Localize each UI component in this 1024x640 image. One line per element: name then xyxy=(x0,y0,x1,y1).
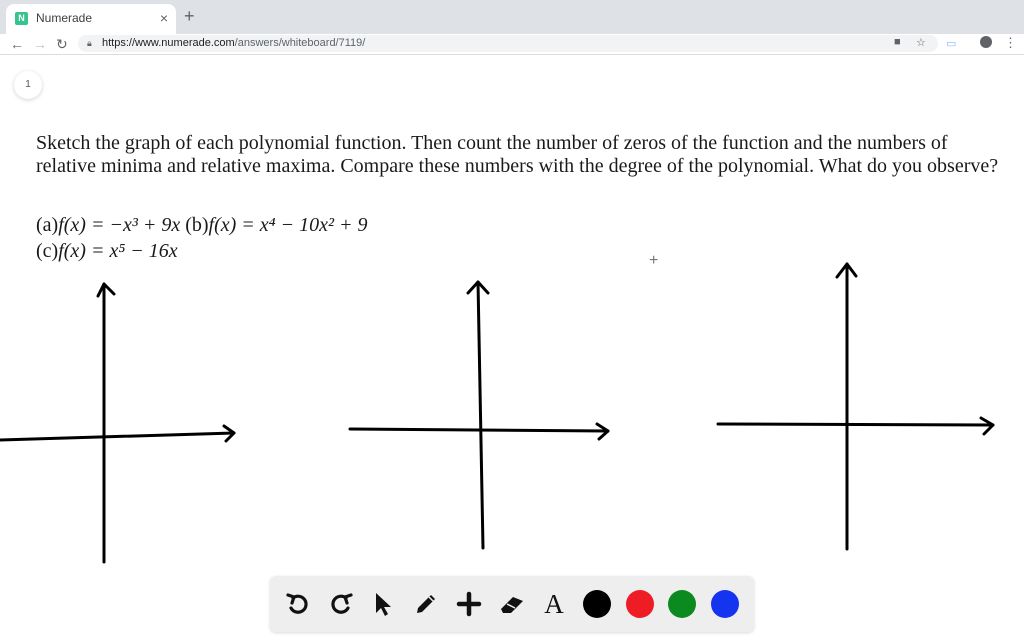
x-axis-b xyxy=(350,429,608,431)
bookmark-star-icon[interactable]: ☆ xyxy=(916,37,926,49)
forward-icon[interactable]: → xyxy=(33,36,47,52)
question-text: Sketch the graph of each polynomial function. Then count the number of zeros of the function and the numbers of relative minima and relative maxima. Compare these numbers with the degree of the polynomial. What do you observe? xyxy=(36,132,999,177)
text-icon[interactable]: A xyxy=(544,588,564,619)
color-green-swatch[interactable] xyxy=(668,590,696,618)
x-axis-a xyxy=(0,433,234,440)
url-origin: https://www.numerade.com xyxy=(102,37,235,49)
part-c-function: f(x) = x⁵ − 16x xyxy=(58,240,178,262)
axes-sketch-b xyxy=(350,282,608,548)
part-a-function: f(x) = −x³ + 9x xyxy=(58,214,181,236)
cast-icon[interactable]: ▭ xyxy=(946,38,957,50)
camera-icon[interactable]: ■ xyxy=(894,36,901,48)
menu-dots-icon[interactable]: ⋮ xyxy=(1004,35,1017,50)
add-icon[interactable] xyxy=(455,590,483,618)
y-arrowhead-a xyxy=(98,284,114,296)
redo-icon[interactable] xyxy=(327,590,355,618)
part-b-function: f(x) = x⁴ − 10x² + 9 xyxy=(208,214,368,236)
lock-icon: 🔒︎ xyxy=(87,38,92,48)
new-tab-icon[interactable]: + xyxy=(184,6,195,26)
numerade-favicon-icon: N xyxy=(15,12,28,25)
part-b-label: (b) xyxy=(185,214,209,236)
tab-title: Numerade xyxy=(36,11,93,25)
url-path: /answers/whiteboard/7119/ xyxy=(234,37,366,49)
tab-close-icon[interactable]: × xyxy=(159,10,168,26)
part-c-label: (c) xyxy=(36,240,59,262)
reload-icon[interactable]: ↻ xyxy=(56,36,68,52)
pen-icon[interactable] xyxy=(412,590,440,618)
axes-sketch-a xyxy=(0,284,234,562)
drawing-toolbar xyxy=(270,576,754,632)
crosshair-cursor-icon: + xyxy=(649,252,659,269)
page-number-badge[interactable]: 1 xyxy=(14,71,42,99)
x-axis-c xyxy=(718,424,993,425)
back-icon[interactable]: ← xyxy=(10,36,24,52)
color-red-swatch[interactable] xyxy=(626,590,654,618)
undo-icon[interactable] xyxy=(284,590,312,618)
color-black-swatch[interactable] xyxy=(583,590,611,618)
eraser-icon[interactable] xyxy=(498,590,526,618)
y-axis-b xyxy=(478,282,483,548)
part-a-label: (a) xyxy=(36,214,59,236)
select-arrow-icon[interactable] xyxy=(369,590,397,618)
axes-sketch-c xyxy=(718,264,993,549)
color-blue-swatch[interactable] xyxy=(711,590,739,618)
